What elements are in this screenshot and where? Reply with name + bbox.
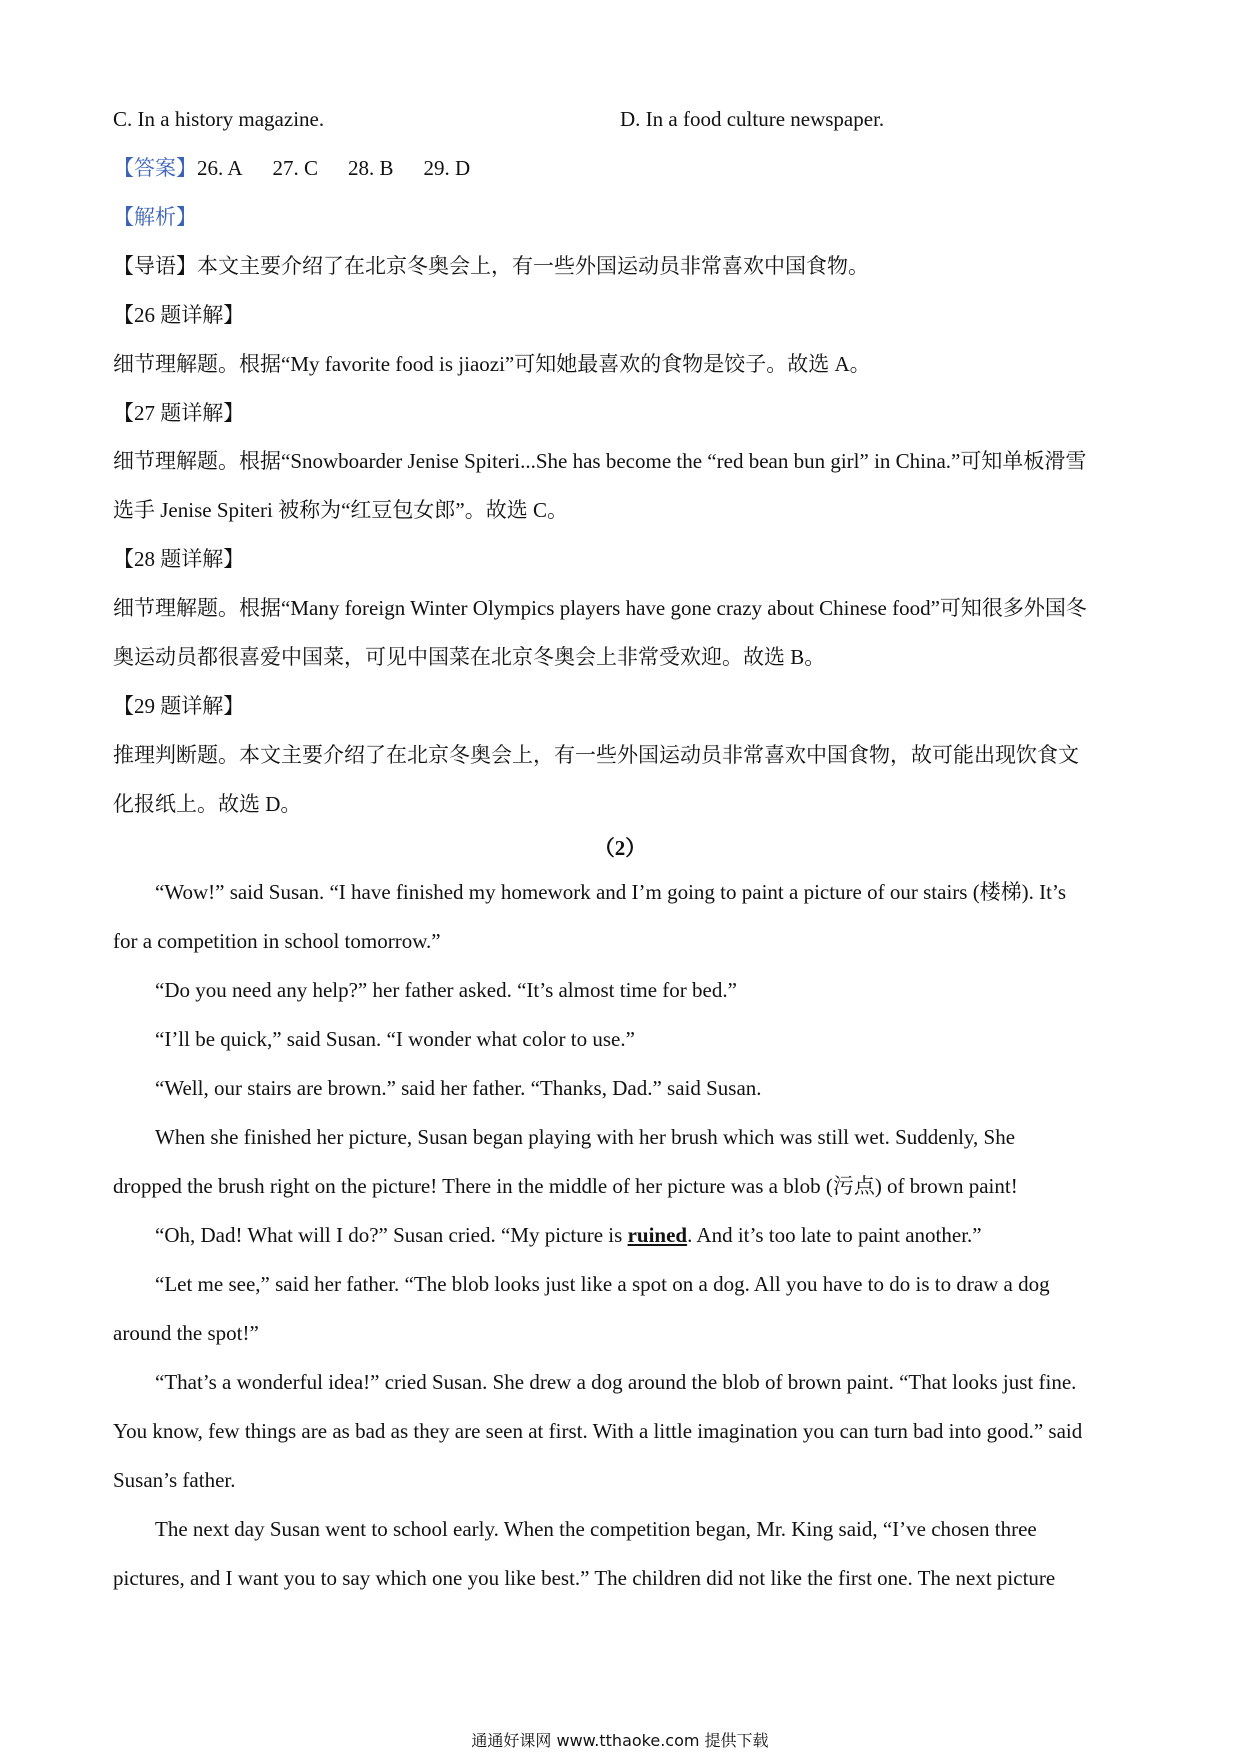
passage-line: “Wow!” said Susan. “I have finished my homework and I’m going to paint a picture of our stairs (楼梯). It’s [155, 880, 1067, 904]
passage-line: around the spot!” [113, 1321, 259, 1345]
q26-text: 细节理解题。根据“My favorite food is jiaozi”可知她最喜欢的食物是饺子。故选 A。 [113, 352, 871, 376]
passage-text: . And it’s too late to paint another.” [687, 1223, 982, 1247]
option-c: C. In a history magazine. [113, 107, 325, 131]
q29-text-line1: 推理判断题。本文主要介绍了在北京冬奥会上，有一些外国运动员非常喜欢中国食物，故可能出现饮食文 [113, 743, 1079, 767]
underlined-word: ruined [627, 1223, 688, 1247]
passage-line: pictures, and I want you to say which one you like best.” The children did not like the first one. The next picture [113, 1566, 1056, 1590]
passage-line: dropped the brush right on the picture! There in the middle of her picture was a blob (污点) of brown paint! [113, 1174, 1018, 1198]
answer-line [113, 154, 500, 182]
answer-label: 【答案】 [113, 156, 197, 180]
answer-28: 28. B [348, 156, 394, 180]
passage-line: When she finished her picture, Susan began playing with her brush which was still wet. Suddenly, She [155, 1125, 1016, 1149]
passage-line: The next day Susan went to school early. When the competition began, Mr. King said, “I’ve chosen three [155, 1517, 1037, 1541]
section-title: （2） [593, 836, 647, 860]
intro-text: 【导语】本文主要介绍了在北京冬奥会上，有一些外国运动员非常喜欢中国食物。 [113, 254, 869, 278]
answer-29: 29. D [423, 156, 471, 180]
passage-text: “Oh, Dad! What will I do?” Susan cried. “My picture is [155, 1223, 628, 1247]
q28-text-line2: 奥运动员都很喜爱中国菜，可见中国菜在北京冬奥会上非常受欢迎。故选 B。 [113, 645, 826, 669]
passage-line: “Do you need any help?” her father asked. “It’s almost time for bed.” [155, 978, 737, 1002]
passage-line: “Let me see,” said her father. “The blob looks just like a spot on a dog. All you have to do is to draw a dog [155, 1272, 1050, 1296]
passage-line [155, 1221, 982, 1249]
q29-text-line2: 化报纸上。故选 D。 [113, 792, 302, 816]
passage-line: You know, few things are as bad as they are seen at first. With a little imagination you can turn bad into good.” said [113, 1419, 1083, 1443]
analysis-label: 【解析】 [113, 205, 197, 229]
q26-heading: 【26 题详解】 [113, 303, 245, 327]
answer-27: 27. C [272, 156, 319, 180]
passage-line: “I’ll be quick,” said Susan. “I wonder what color to use.” [155, 1027, 635, 1051]
q29-heading: 【29 题详解】 [113, 694, 245, 718]
option-d: D. In a food culture newspaper. [620, 107, 885, 131]
q27-text-line1: 细节理解题。根据“Snowboarder Jenise Spiteri...She has become the “red bean bun girl” in China.”可知单板滑雪 [113, 449, 1087, 473]
passage-line: “That’s a wonderful idea!” cried Susan. She drew a dog around the blob of brown paint. “That looks just fine. [155, 1370, 1077, 1394]
passage-line: Susan’s father. [113, 1468, 236, 1492]
q27-heading: 【27 题详解】 [113, 401, 245, 425]
answer-26: 26. A [197, 156, 243, 180]
q28-heading: 【28 题详解】 [113, 547, 245, 571]
q27-text-line2: 选手 Jenise Spiteri 被称为“红豆包女郎”。故选 C。 [113, 498, 568, 522]
footer-source: 通通好课网 www.tthaoke.com 提供下载 [471, 1731, 769, 1750]
passage-line: “Well, our stairs are brown.” said her father. “Thanks, Dad.” said Susan. [155, 1076, 762, 1100]
passage-line: for a competition in school tomorrow.” [113, 929, 441, 953]
q28-text-line1: 细节理解题。根据“Many foreign Winter Olympics players have gone crazy about Chinese food”可知很多外国冬 [113, 596, 1087, 620]
